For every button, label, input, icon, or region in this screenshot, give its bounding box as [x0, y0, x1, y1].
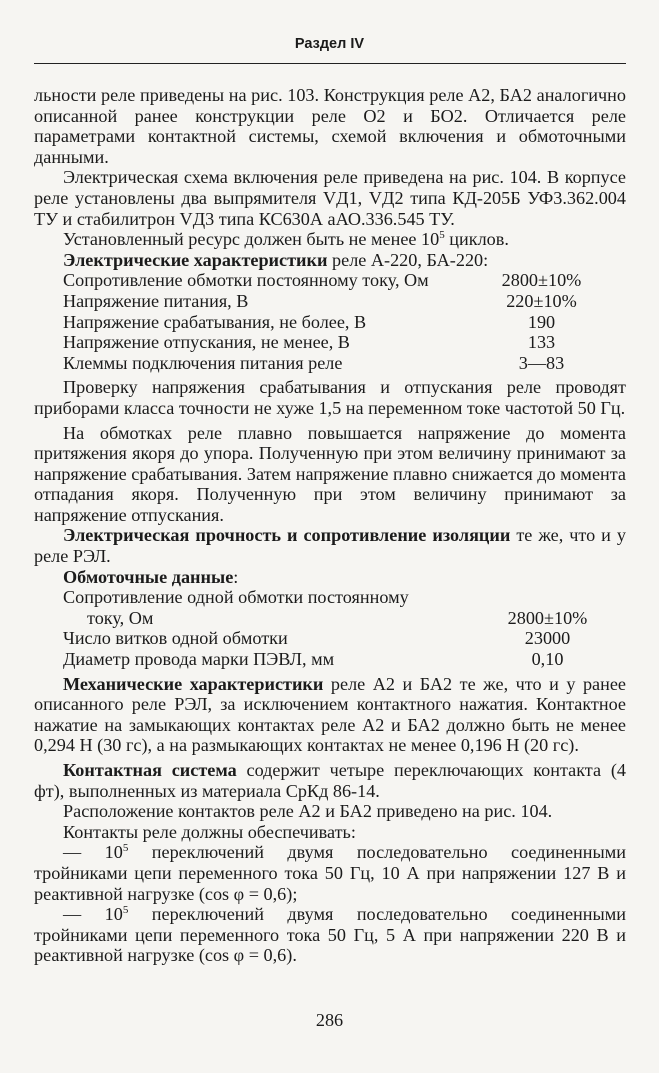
- paragraph-contact-system: Контактная система содержит четыре переключающих контакта (4 фт), выполненных из материала СрКд 86-14.: [34, 760, 626, 801]
- spec-row: Клеммы подключения питания реле 3—83: [63, 352, 565, 373]
- spec-row: Напряжение питания, В 220±10%: [63, 290, 577, 311]
- list-item: — $10^5$ переключений двумя последовательно соединенными тройниками цепи переменного тока 50 Гц, 10 А при напряжении 127 В и реактивной нагрузке (cos φ = 0,6);: [34, 842, 626, 904]
- spec-row: Сопротивление обмотки постоянному току, Ом 2800±10%: [63, 270, 582, 291]
- paragraph-wiring-diagram: Электрическая схема включения реле приведена на рис. 104. В корпусе реле установлены два выпрямителя VД1, VД2 типа КД-205Б УФ3.362.004 ТУ и стабилитрон VД3 типа КС630А аАО.336.545 ТУ.: [34, 167, 626, 229]
- paragraph-resource: Установленный ресурс должен быть не менее $10^5$ циклов.: [63, 229, 509, 250]
- paragraph-contacts-intro: Контакты реле должны обеспечивать:: [63, 821, 356, 842]
- spec-row-label: Сопротивление одной обмотки постоянному: [63, 587, 409, 608]
- paragraph-test-procedure: На обмотках реле плавно повышается напряжение до момента притяжения якоря до упора. Полученную при этом величину принимают за напряжение срабатывания. Затем напряжение плавно снижается до момента отпадания якоря. Полученную при этом величину принимают за напряжение отпускания.: [34, 422, 626, 525]
- winding-heading: Обмоточные данные:: [63, 566, 239, 587]
- page-body: [34, 85, 626, 966]
- electrical-heading: Электрические характеристики реле А-220, БА-220:: [63, 249, 489, 270]
- winding-specs: [34, 587, 626, 669]
- page-number: 286: [315, 1010, 344, 1030]
- header-rule: [34, 63, 626, 64]
- paragraph-insulation: Электрическая прочность и сопротивление изоляции те же, что и у реле РЭЛ.: [34, 525, 626, 567]
- spec-row: току, Ом 2800±10%: [87, 607, 588, 628]
- running-header: Раздел IV: [294, 36, 365, 52]
- list-item: — $10^5$ переключений двумя последовательно соединенными тройниками цепи переменного тока 50 Гц, 5 А при напряжении 220 В и реактивной нагрузке (cos φ = 0,6).: [34, 904, 626, 966]
- electrical-specs: [34, 270, 626, 373]
- spec-row: Число витков одной обмотки 23000: [63, 628, 571, 649]
- paragraph-test-method: Проверку напряжения срабатывания и отпускания реле проводят приборами класса точности не хуже 1,5 на переменном токе частотой 50 Гц.: [34, 377, 626, 418]
- paragraph-mechanical: Механические характеристики реле А2 и БА2 те же, что и у ранее описанного реле РЭЛ, за исключением контактного нажатия. Контактное нажатие на замыкающих контактах реле А2 и БА2 должно быть не менее 0,294 Н (30 гс), а на размыкающих контактах не менее 0,196 Н (20 гс).: [34, 673, 626, 756]
- paragraph-contact-layout: Расположение контактов реле А2 и БА2 приведено на рис. 104.: [63, 801, 553, 822]
- spec-row: Напряжение срабатывания, не более, В 190: [63, 311, 556, 332]
- spec-row: Напряжение отпускания, не менее, В 133: [63, 332, 556, 353]
- spec-row: Диаметр провода марки ПЭВЛ, мм 0,10: [63, 649, 564, 670]
- paragraph-continuation: льности реле приведены на рис. 103. Конструкция реле А2, БА2 аналогично описанной ранее конструкции реле О2 и БО2. Отличается реле параметрами контактной системы, схемой включения и обмоточными данными.: [34, 85, 626, 167]
